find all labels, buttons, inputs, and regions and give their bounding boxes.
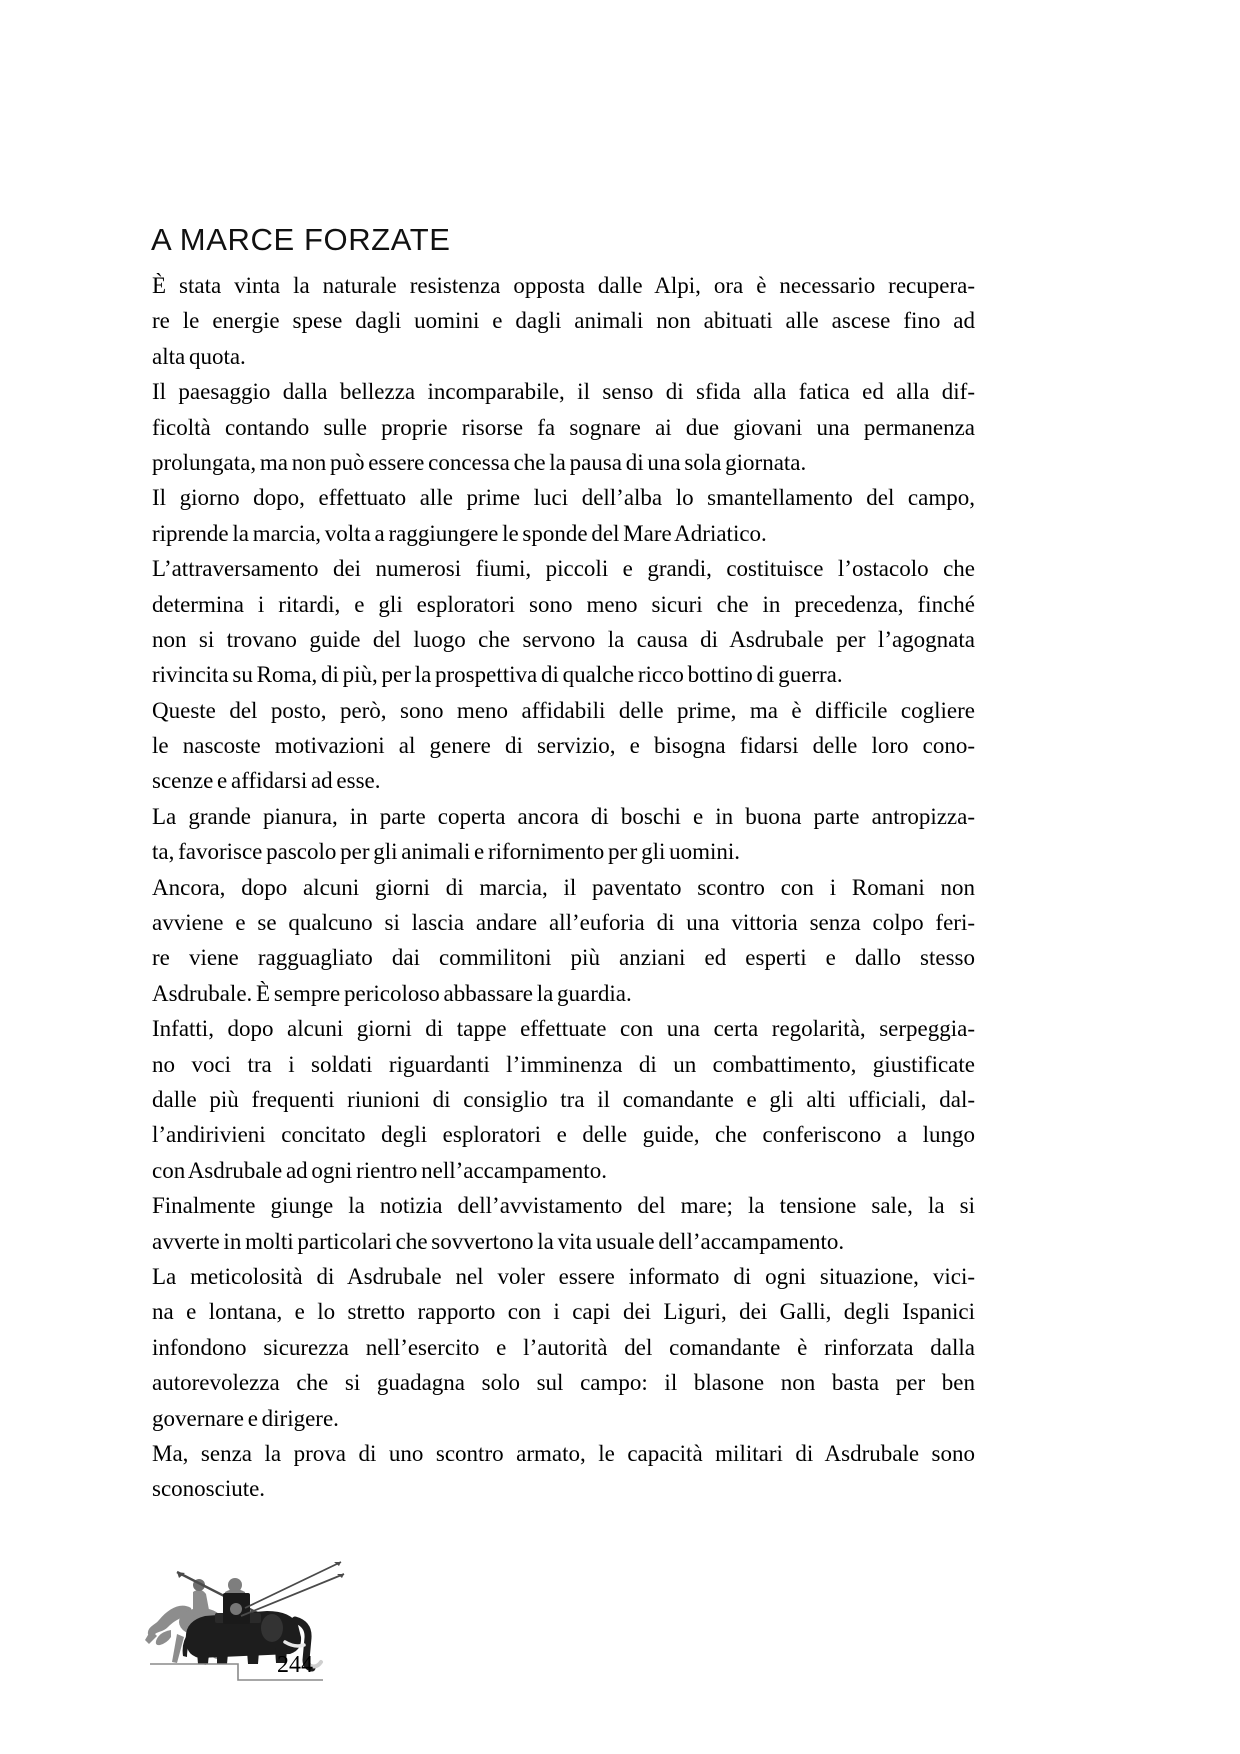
text-line: infondono sicurezza nell’esercito e l’autorità del comandante è rinforzata dalla [152,1334,975,1360]
text-line: Il paesaggio dalla bellezza incomparabile, il senso di sfida alla fatica ed alla dif- [152,379,975,405]
text-line: rivincita su Roma, di più, per la prospettiva di qualche ricco bottino di guerra. [152,662,843,688]
text-line: Ma, senza la prova di uno scontro armato, le capacità militari di Asdrubale sono [152,1440,975,1466]
chapter-title: A MARCE FORZATE [151,222,451,257]
text-line: Finalmente giunge la notizia dell’avvistamento del mare; la tensione sale, la si [152,1193,975,1219]
text-line: sconosciute. [152,1476,266,1502]
text-line: con Asdrubale ad ogni rientro nell’accampamento. [152,1157,607,1183]
text-line: riprende la marcia, volta a raggiungere le sponde del Mare Adriatico. [152,520,767,546]
text-line: determina i ritardi, e gli esploratori sono meno sicuri che in precedenza, finché [152,591,975,617]
text-line: avviene e se qualcuno si lascia andare all’euforia di una vittoria senza colpo feri- [152,910,975,936]
text-line: autorevolezza che si guadagna solo sul campo: il blasone non basta per ben [152,1370,975,1396]
text-line: avverte in molti particolari che sovvertono la vita usuale dell’accampamento. [152,1228,845,1254]
text-line: re viene ragguagliato dai commilitoni più anziani ed esperti e dallo stesso [152,945,975,971]
text-line: ficoltà contando sulle proprie risorse fa sognare ai due giovani una permanenza [152,414,975,440]
text-line: na e lontana, e lo stretto rapporto con i capi dei Liguri, dei Galli, degli Ispanici [152,1299,975,1325]
text-line: L’attraversamento dei numerosi fiumi, piccoli e grandi, costituisce l’ostacolo che [152,556,975,582]
text-line: le nascoste motivazioni al genere di servizio, e bisogna fidarsi delle loro cono- [152,733,975,759]
text-line: Asdrubale. È sempre pericoloso abbassare la guardia. [152,980,632,1006]
text-line: re le energie spese dagli uomini e dagli animali non abituati alle ascese fino ad [152,308,975,334]
text-line: governare e dirigere. [152,1405,339,1431]
text-line: Infatti, dopo alcuni giorni di tappe effettuate con una certa regolarità, serpeggia- [152,1016,975,1042]
text-line: La meticolosità di Asdrubale nel voler essere informato di ogni situazione, vici- [152,1263,975,1289]
war-elephant-illustration [135,1556,347,1688]
text-line: scenze e affidarsi ad esse. [152,768,381,794]
text-line: alta quota. [152,343,246,369]
text-line: prolungata, ma non può essere concessa che la pausa di una sola giornata. [152,449,807,475]
text-line: non si trovano guide del luogo che servono la causa di Asdrubale per l’agognata [152,626,975,652]
page-number: 244 [277,1652,313,1678]
text-line: ta, favorisce pascolo per gli animali e rifornimento per gli uomini. [152,839,741,865]
javelin-icons [241,1562,344,1616]
text-line: Ancora, dopo alcuni giorni di marcia, il paventato scontro con i Romani non [152,874,975,900]
text-line: l’andirivieni concitato degli esploratori e delle guide, che conferiscono a lungo [152,1122,975,1148]
text-line: La grande pianura, in parte coperta ancora di boschi e in buona parte antropizza- [152,803,975,829]
text-line: Il giorno dopo, effettuato alle prime luci dell’alba lo smantellamento del campo, [152,485,975,511]
body-text [152,268,975,1507]
text-line: È stata vinta la naturale resistenza opposta dalle Alpi, ora è necessario recupera- [152,273,975,298]
text-line: dalle più frequenti riunioni di consiglio tra il comandante e gli alti ufficiali, dal- [152,1086,975,1112]
text-line: Queste del posto, però, sono meno affidabili delle prime, ma è difficile cogliere [152,697,975,723]
text-line: no voci tra i soldati riguardanti l’imminenza di un combattimento, giustificate [152,1051,975,1077]
elephant-rider-figure [215,1578,261,1624]
